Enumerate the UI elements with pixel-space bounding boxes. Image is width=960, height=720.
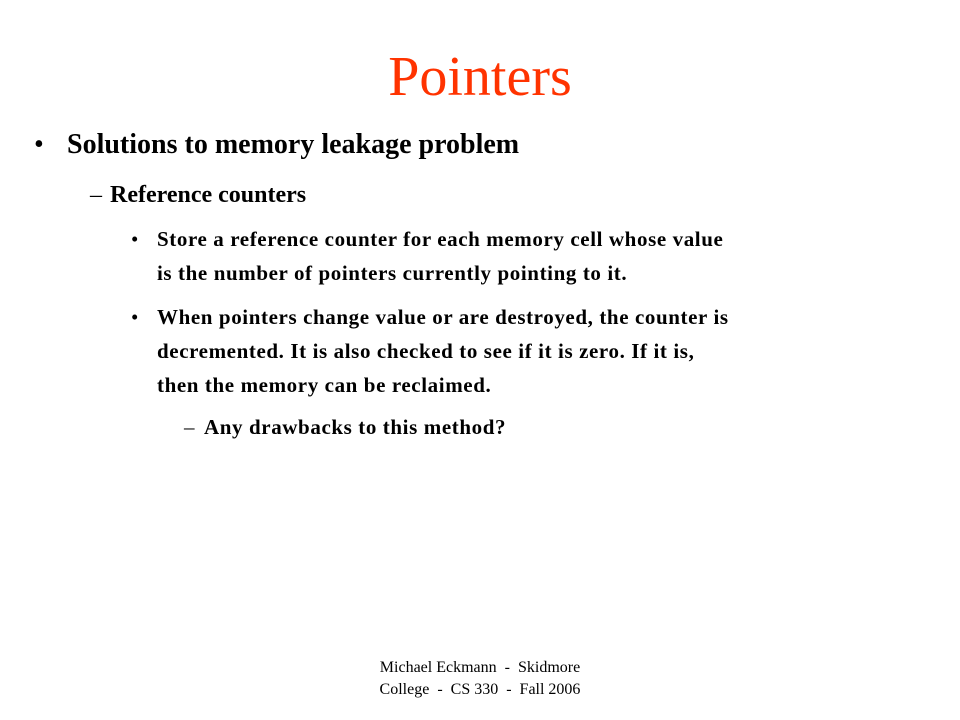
- bullet-dash-icon: –: [184, 415, 196, 439]
- bullet-level4-text: Any drawbacks to this method?: [204, 415, 507, 439]
- bullet-level2-text: Reference counters: [110, 182, 307, 208]
- bullet-level3-line: Store a reference counter for each memory cell whose value: [157, 227, 724, 251]
- bullet-dot-icon: •: [34, 129, 44, 160]
- footer-line: College - CS 330 - Fall 2006: [379, 681, 581, 698]
- bullet-dot-icon: •: [131, 305, 139, 329]
- bullet-level3-line: then the memory can be reclaimed.: [157, 373, 492, 397]
- footer-line: Michael Eckmann - Skidmore: [379, 659, 581, 676]
- bullet-dot-icon: •: [131, 227, 139, 251]
- bullet-dash-icon: –: [90, 182, 102, 208]
- bullet-level3-line: When pointers change value or are destroyed, the counter is: [157, 305, 729, 329]
- slide-title: Pointers: [388, 46, 572, 108]
- bullet-level3-line: is the number of pointers currently pointing to it.: [157, 261, 628, 285]
- bullet-level3-line: decremented. It is also checked to see if it is zero. If it is,: [157, 339, 695, 363]
- slide-footer: [330, 657, 630, 701]
- bullet-level1-text: Solutions to memory leakage problem: [67, 129, 520, 160]
